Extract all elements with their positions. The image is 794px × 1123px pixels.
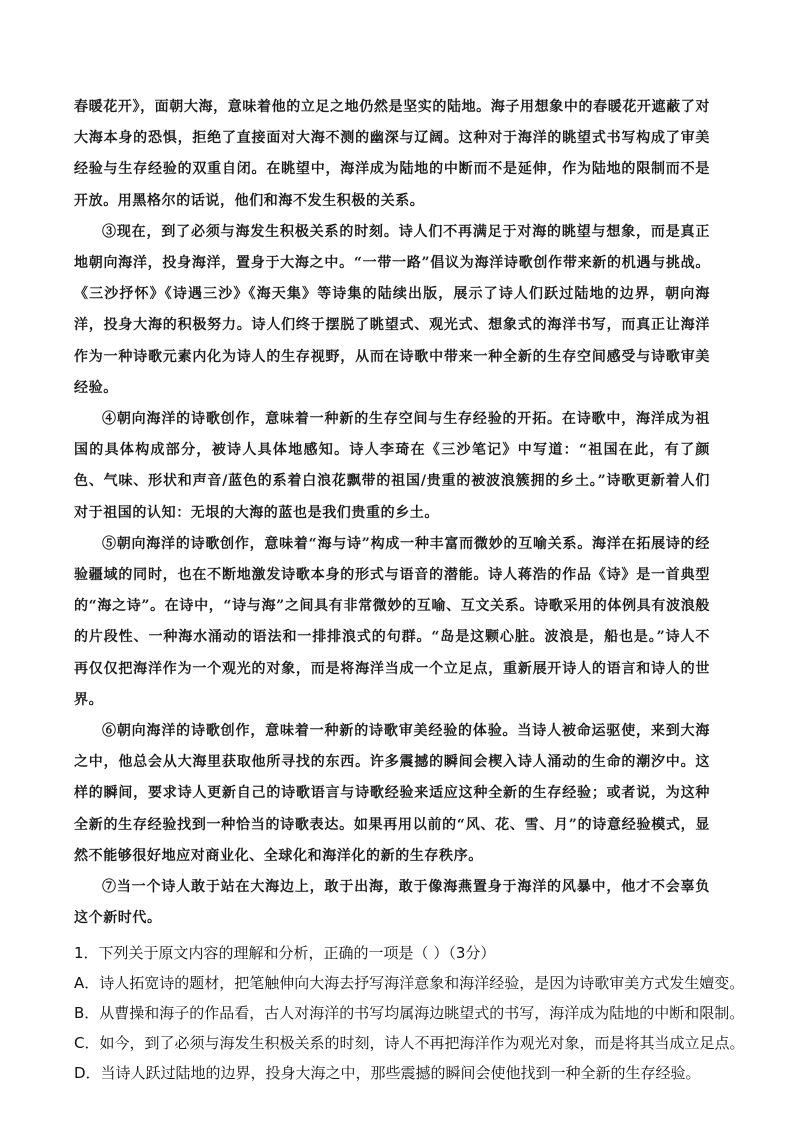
- passage-paragraph-7: ⑦当一个诗人敢于站在大海边上，敢于出海，敢于像海燕置身于海洋的风暴中，他才不会辜负这个新时代。: [74, 879, 710, 927]
- question-block: [74, 938, 745, 1088]
- option-a: A．诗人拓宽诗的题材，把笔触伸向大海去抒写海洋意象和海洋经验，是因为诗歌审美方式发生嬗变。: [74, 974, 745, 993]
- option-d: D．当诗人跃过陆地的边界，投身大海之中，那些震撼的瞬间会使他找到一种全新的生存经验。: [74, 1064, 701, 1083]
- passage-body: [74, 92, 710, 934]
- passage-paragraph-5: ⑤朝向海洋的诗歌创作，意味着“海与诗”构成一种丰富而微妙的互喻关系。海洋在拓展诗的经验疆域的同时，也在不断地激发诗歌本身的形式与语音的潜能。诗人蒋浩的作品《诗》是一首典型的“海之诗”。在诗中，“诗与海”之间具有非常微妙的互喻、互文关系。诗歌采用的体例具有波浪般的片段性、一种海水涌动的语法和一排排浪式的句群。“岛是这颗心脏。波浪是，船也是。”诗人不再仅仅把海洋作为一个观光的对象，而是将海洋当成一个立足点，重新展开诗人的语言和诗人的世界。: [74, 535, 710, 708]
- option-c: C．如今，到了必须与海发生积极关系的时刻，诗人不再把海洋作为观光对象，而是将其当成立足点。: [74, 1034, 745, 1053]
- passage-paragraph-3: ③现在，到了必须与海发生积极关系的时刻。诗人们不再满足于对海的眺望与想象，而是真正地朝向海洋，投身海洋，置身于大海之中。“一带一路”倡议为海洋诗歌创作带来新的机遇与挑战。《三沙抒怀》《诗遇三沙》《海天集》等诗集的陆续出版，展示了诗人们跃过陆地的边界，朝向海洋，投身大海的积极努力。诗人们终于摆脱了眺望式、观光式、想象式的海洋书写，而真正让海洋作为一种诗歌元素内化为诗人的生存视野，从而在诗歌中带来一种全新的生存空间感受与诗歌审美经验。: [74, 223, 710, 396]
- question-stem: 1．下列关于原文内容的理解和分析，正确的一项是（ ）（3分）: [74, 944, 496, 963]
- passage-paragraph-4: ④朝向海洋的诗歌创作，意味着一种新的生存空间与生存经验的开拓。在诗歌中，海洋成为祖国的具体构成部分，被诗人具体地感知。诗人李琦在《三沙笔记》中写道：“祖国在此，有了颜色、气味、形状和声音/蓝色的系着白浪花飘带的祖国/贵重的被波浪簇拥的乡土。”诗歌更新着人们对于祖国的认知：无垠的大海的蓝也是我们贵重的乡土。: [74, 411, 710, 521]
- passage-paragraph-continued: 春暖花开》，面朝大海，意味着他的立足之地仍然是坚实的陆地。海子用想象中的春暖花开遮蔽了对大海本身的恐惧，拒绝了直接面对大海不测的幽深与辽阔。这种对于海洋的眺望式书写构成了审美经验与生存经验的双重自闭。在眺望中，海洋成为陆地的中断而不是延伸，作为陆地的限制而不是开放。用黑格尔的话说，他们和海不发生积极的关系。: [74, 99, 710, 209]
- passage-paragraph-6: ⑥朝向海洋的诗歌创作，意味着一种新的诗歌审美经验的体验。当诗人被命运驱使，来到大海之中，他总会从大海里获取他所寻找的东西。许多震撼的瞬间会楔入诗人涌动的生命的潮汐中。这样的瞬间，要求诗人更新自己的诗歌语言与诗歌经验来适应这种全新的生存经验；或者说，为这种全新的生存经验找到一种恰当的诗歌表达。如果再用以前的“风、花、雪、月”的诗意经验模式，显然不能够很好地应对商业化、全球化和海洋化的新的生存秩序。: [74, 723, 710, 864]
- option-b: B．从曹操和海子的作品看，古人对海洋的书写均属海边眺望式的书写，海洋成为陆地的中断和限制。: [74, 1004, 745, 1023]
